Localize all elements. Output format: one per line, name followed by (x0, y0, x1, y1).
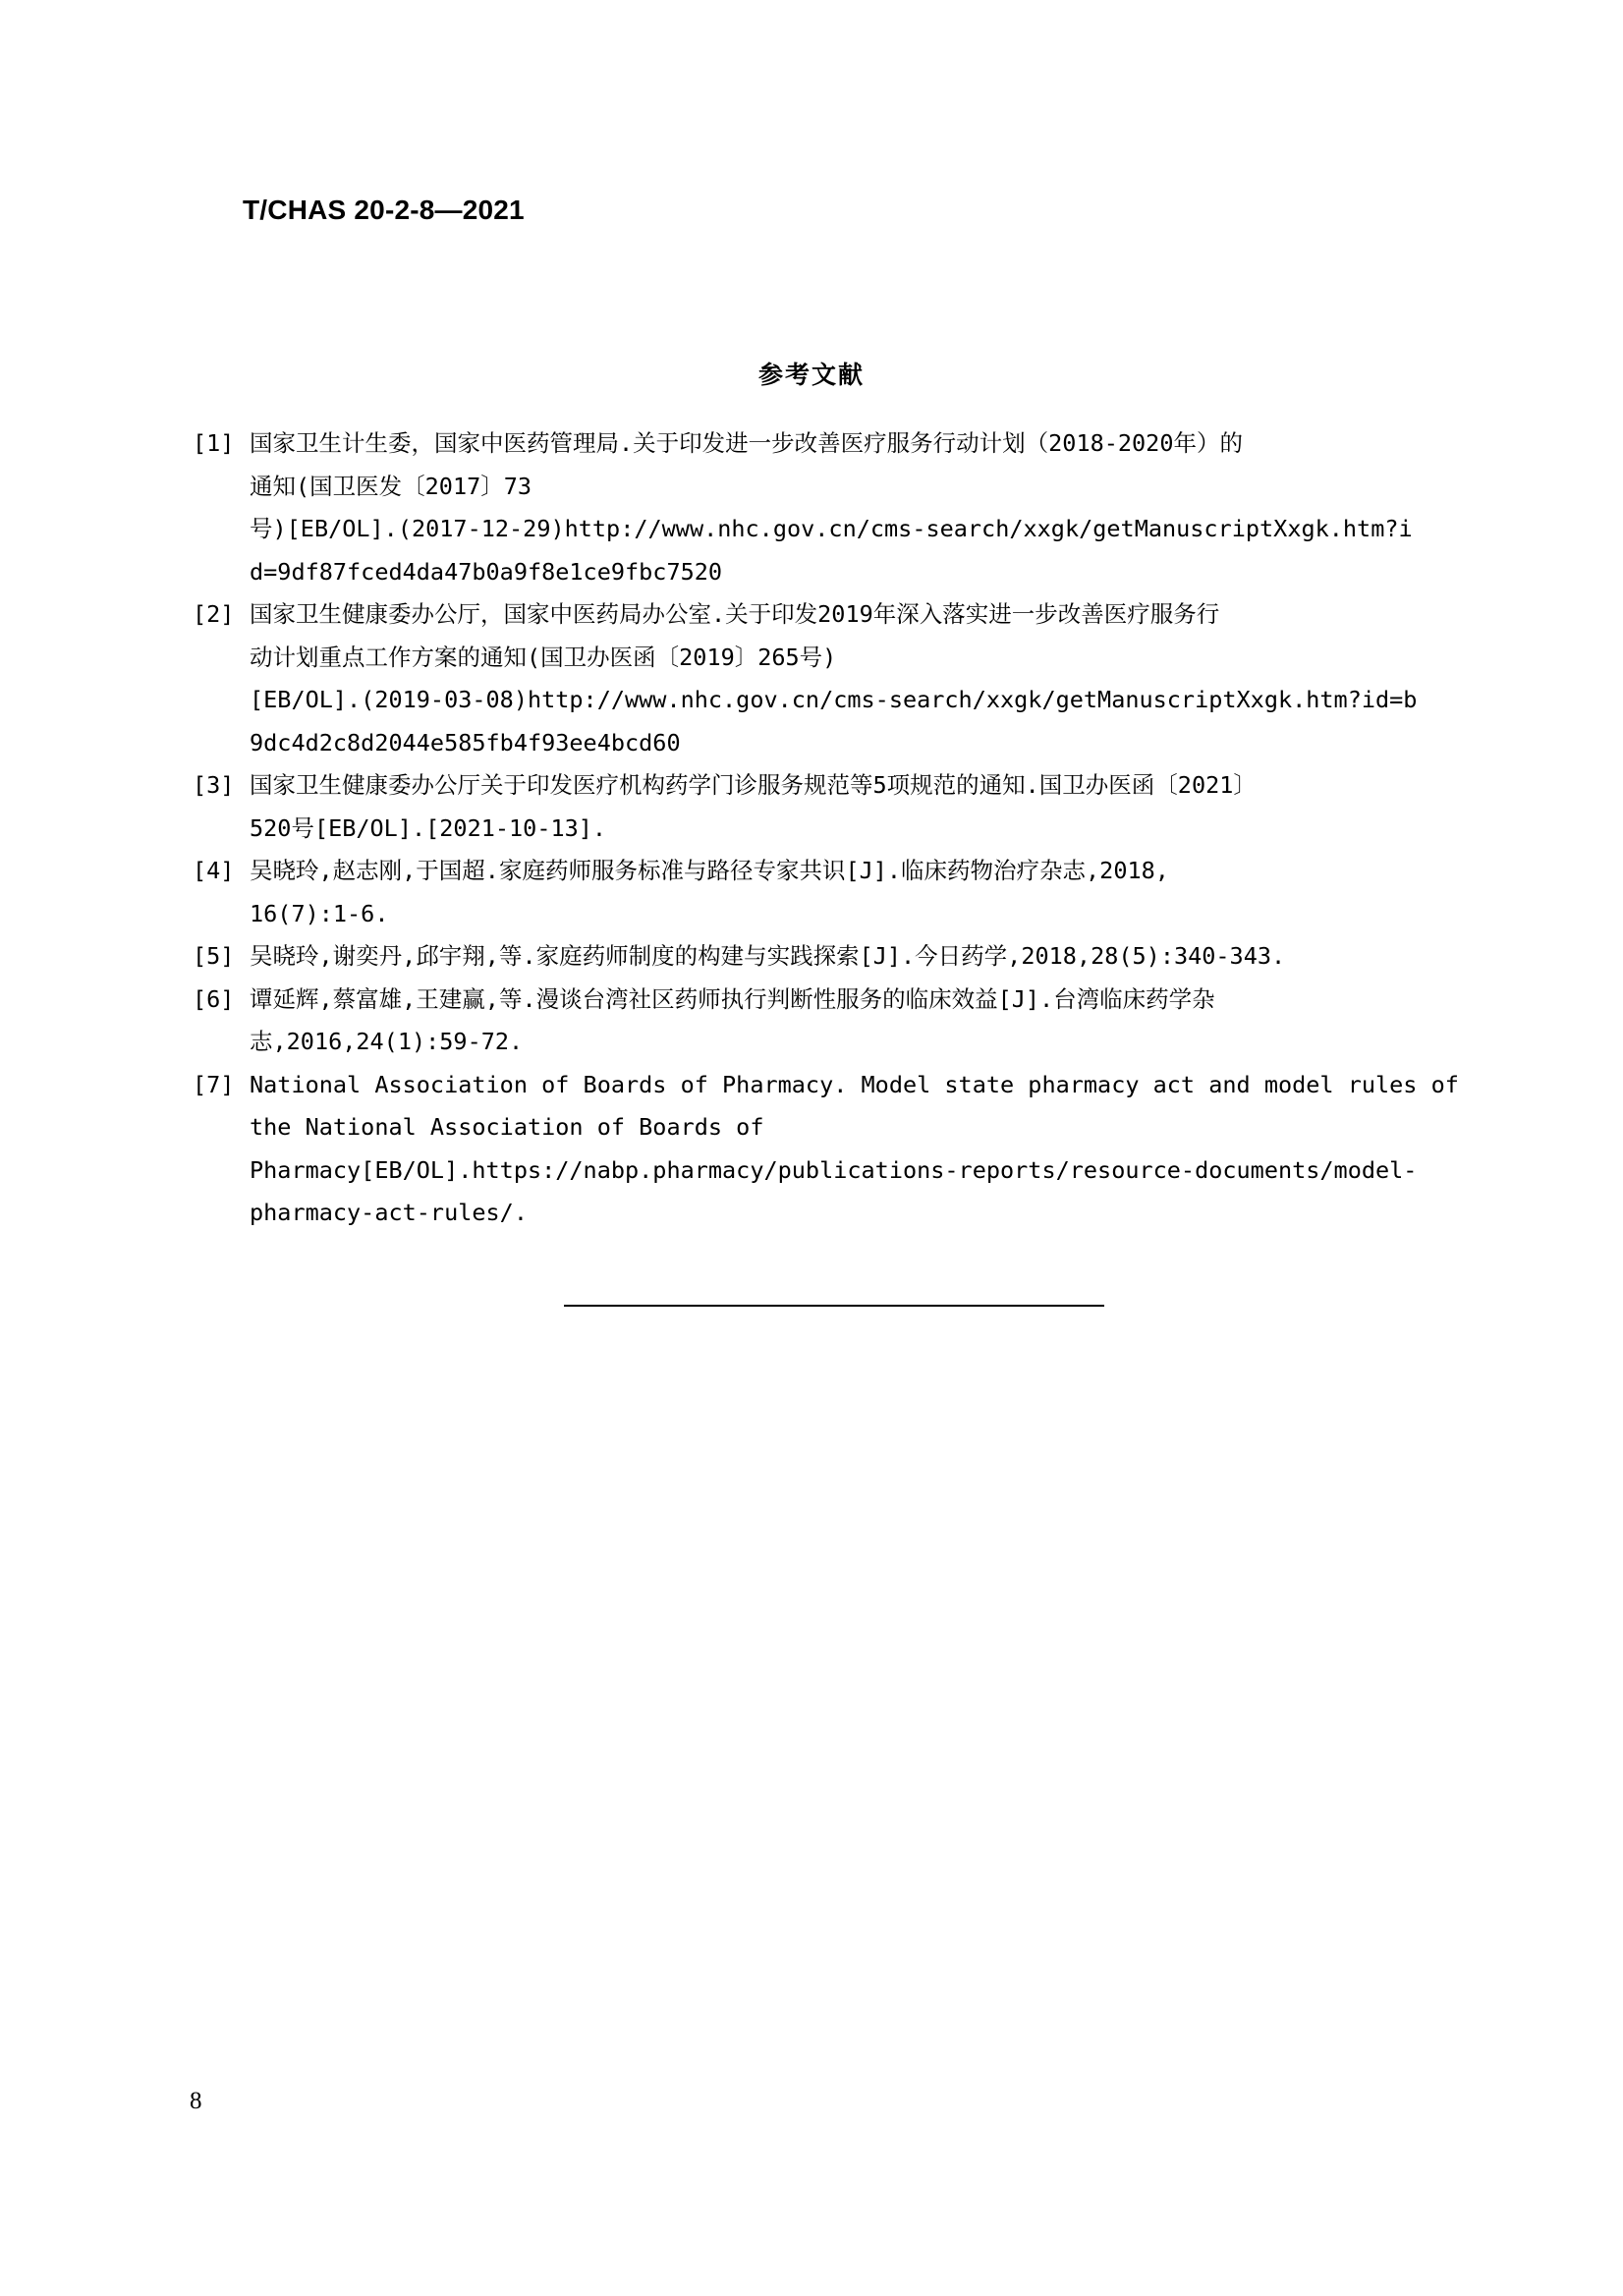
reference-text (250, 593, 1470, 764)
reference-text (250, 422, 1470, 593)
reference-item (193, 979, 1470, 1064)
end-rule-divider (564, 1305, 1104, 1307)
reference-number: [5] (193, 942, 235, 970)
reference-text-line: 16(7):1-6. (250, 899, 389, 927)
reference-item (193, 935, 1470, 979)
reference-text-line: [EB/OL].(2019-03-08)http://www.nhc.gov.cn/cms-search/xxgk/getManuscriptXxgk.htm?id=b (250, 686, 1418, 713)
reference-text-line: 吴晓玲,谢奕丹,邱宇翔,等.家庭药师制度的构建与实践探索[J].今日药学,2018,28(5):340-343. (250, 942, 1286, 970)
reference-text-line: 吴晓玲,赵志刚,于国超.家庭药师服务标准与路径专家共识[J].临床药物治疗杂志,2018, (250, 857, 1169, 884)
reference-text-line: 谭延辉,蔡富雄,王建赢,等.漫谈台湾社区药师执行判断性服务的临床效益[J].台湾临床药学杂 (250, 984, 1215, 1013)
reference-number: [6] (193, 984, 235, 1013)
reference-text-line: pharmacy-act-rules/. (250, 1199, 528, 1226)
reference-text (250, 935, 1470, 979)
reference-number: [2] (193, 600, 235, 628)
page-number: 8 (190, 2088, 202, 2114)
reference-text-line: 志,2016,24(1):59-72. (250, 1028, 524, 1055)
reference-text (250, 850, 1470, 935)
reference-text-line: National Association of Boards of Pharmacy. Model state pharmacy act and model rules of (250, 1070, 1459, 1098)
reference-text (250, 1064, 1470, 1235)
reference-item (193, 764, 1470, 850)
reference-number: [4] (193, 857, 235, 884)
reference-item (193, 422, 1470, 593)
reference-text-line: 动计划重点工作方案的通知(国卫办医函〔2019〕265号) (250, 643, 837, 671)
document-code: T/CHAS 20-2-8—2021 (243, 195, 525, 225)
reference-text-line: the National Association of Boards of (250, 1113, 764, 1141)
reference-list (193, 422, 1470, 1235)
references-heading: 参考文献 (757, 361, 865, 389)
reference-text-line: 国家卫生健康委办公厅关于印发医疗机构药学门诊服务规范等5项规范的通知.国卫办医函〔2021〕 (250, 771, 1257, 799)
reference-text-line: 520号[EB/OL].[2021-10-13]. (250, 813, 607, 842)
reference-text (250, 764, 1470, 850)
reference-item (193, 1064, 1470, 1235)
reference-text-line: 号)[EB/OL].(2017-12-29)http://www.nhc.gov.cn/cms-search/xxgk/getManuscriptXxgk.htm?i (250, 515, 1413, 542)
reference-text (250, 979, 1470, 1064)
reference-item (193, 850, 1470, 935)
reference-text-line: 通知(国卫医发〔2017〕73 (250, 472, 532, 500)
reference-text-line: 国家卫生计生委，国家中医药管理局.关于印发进一步改善医疗服务行动计划（2018-2020年）的 (250, 429, 1243, 457)
reference-text-line: 国家卫生健康委办公厅，国家中医药局办公室.关于印发2019年深入落实进一步改善医疗服务行 (250, 600, 1220, 628)
reference-text-line: 9dc4d2c8d2044e585fb4f93ee4bcd60 (250, 728, 681, 756)
reference-text-line: d=9df87fced4da47b0a9f8e1ce9fbc7520 (250, 557, 723, 586)
reference-number: [1] (193, 429, 235, 457)
reference-number: [7] (193, 1070, 235, 1098)
reference-number: [3] (193, 771, 235, 799)
reference-item (193, 593, 1470, 764)
reference-text-line: Pharmacy[EB/OL].https://nabp.pharmacy/publications-reports/resource-documents/model- (250, 1155, 1418, 1184)
